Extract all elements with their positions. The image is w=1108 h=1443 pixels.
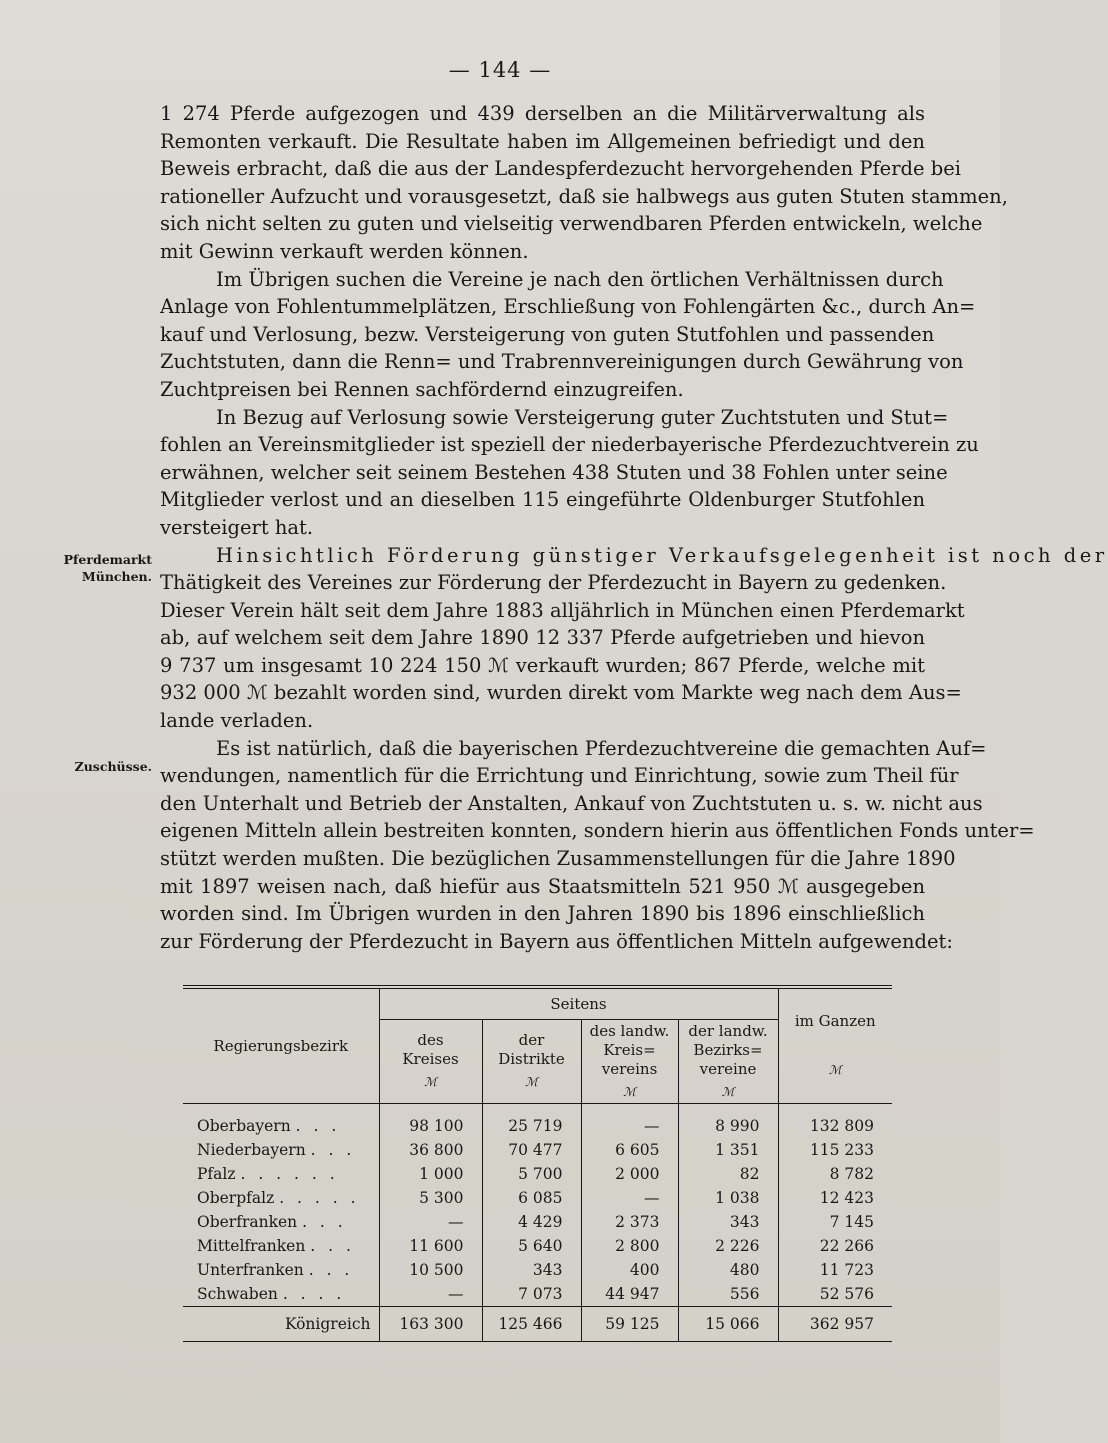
text-line: Es ist natürlich, daß die bayerischen Pferdezuchtvereine die gemachten Auf= xyxy=(216,736,987,760)
header-line: Kreises xyxy=(402,1050,459,1068)
header-unit: ℳ xyxy=(623,1084,636,1099)
row-region: Oberbayern xyxy=(197,1117,291,1135)
table-total-row xyxy=(183,1307,892,1342)
table-row xyxy=(183,1258,892,1282)
leader-dots: . . . . . xyxy=(279,1189,360,1207)
cell: 8 990 xyxy=(678,1114,778,1138)
header-line: des landw. xyxy=(589,1021,670,1040)
cell: 82 xyxy=(678,1162,778,1186)
text-line: Dieser Verein hält seit dem Jahre 1883 alljährlich in München einen Pferdemarkt xyxy=(160,598,965,622)
leader-dots: . . . xyxy=(310,1141,356,1159)
text-line: stützt werden mußten. Die bezüglichen Zusammenstellungen für die Jahre 1890 xyxy=(160,847,956,871)
cell: 70 477 xyxy=(482,1138,581,1162)
table-bottom-rule xyxy=(183,1341,892,1342)
text-line: ab, auf welchem seit dem Jahre 1890 12 337 Pferde aufgetrieben und hievon xyxy=(160,626,925,650)
header-line: Distrikte xyxy=(498,1050,565,1068)
cell: 5 640 xyxy=(482,1234,581,1258)
header-unit: ℳ xyxy=(424,1075,437,1089)
text-line: rationeller Aufzucht und vorausgesetzt, daß sie halbwegs aus guten Stuten stammen, xyxy=(160,184,1008,208)
header-unit: ℳ xyxy=(525,1075,538,1089)
header-col-bezirksvereine xyxy=(678,1020,778,1104)
table-grid xyxy=(183,989,892,1341)
text-line: versteigert hat. xyxy=(160,515,314,539)
text-line: den Unterhalt und Betrieb der Anstalten, Ankauf von Zuchtstuten u. s. w. nicht aus xyxy=(160,791,983,815)
header-line: des xyxy=(417,1031,444,1049)
text-line: Im Übrigen suchen die Vereine je nach den örtlichen Verhältnissen durch xyxy=(216,267,944,291)
margin-note-pferdemarkt xyxy=(48,551,152,585)
text-line: zur Förderung der Pferdezucht in Bayern aus öffentlichen Mitteln aufgewendet: xyxy=(160,929,953,953)
table-row xyxy=(183,1138,892,1162)
leader-dots: . . . xyxy=(302,1213,347,1231)
margin-note-zuschuesse: Zuschüsse. xyxy=(74,759,152,774)
page-number: — 144 — xyxy=(448,58,552,82)
text-line: 932 000 ℳ bezahlt worden sind, wurden direkt vom Markte weg nach dem Aus= xyxy=(160,681,962,705)
cell: 1 351 xyxy=(678,1138,778,1162)
table-row xyxy=(183,1210,892,1234)
cell: 556 xyxy=(678,1282,778,1307)
header-line: der xyxy=(518,1031,545,1049)
cell: 132 809 xyxy=(778,1114,892,1138)
cell: 2 226 xyxy=(678,1234,778,1258)
text-line: eigenen Mitteln allein bestreiten konnten, sondern hierin aus öffentlichen Fonds unter= xyxy=(160,819,1035,843)
cell: 22 266 xyxy=(778,1234,892,1258)
body-text xyxy=(160,100,1108,955)
cell: 11 723 xyxy=(778,1258,892,1282)
text-line: Hinsichtlich Förderung günstiger Verkaufsgelegenheit ist noch der xyxy=(216,543,1108,567)
cell: 1 000 xyxy=(379,1162,482,1186)
expenditure-table xyxy=(183,985,892,1342)
leader-dots: . . . xyxy=(295,1117,341,1135)
text-line: wendungen, namentlich für die Errichtung und Einrichtung, sowie zum Theil für xyxy=(160,764,959,788)
cell: 25 719 xyxy=(482,1114,581,1138)
total-cell: 125 466 xyxy=(482,1307,581,1342)
table-row xyxy=(183,1162,892,1186)
header-line: Bezirks= xyxy=(693,1040,763,1059)
cell: 115 233 xyxy=(778,1138,892,1162)
table-row xyxy=(183,1114,892,1138)
text-line: 9 737 um insgesamt 10 224 150 ℳ verkauft wurden; 867 Pferde, welche mit xyxy=(160,653,925,677)
cell: — xyxy=(379,1282,482,1307)
leader-dots: . . . . xyxy=(282,1285,346,1303)
leader-dots: . . . xyxy=(308,1261,354,1279)
text-line: Thätigkeit des Vereines zur Förderung der Pferdezucht in Bayern zu gedenken. xyxy=(160,571,947,595)
header-line: Kreis= xyxy=(603,1040,656,1059)
text-line: In Bezug auf Verlosung sowie Versteigerung guter Zuchtstuten und Stut= xyxy=(216,405,949,429)
total-cell: 15 066 xyxy=(678,1307,778,1342)
text-line: mit 1897 weisen nach, daß hiefür aus Staatsmitteln 521 950 ℳ ausgegeben xyxy=(160,874,925,898)
row-region: Oberfranken xyxy=(197,1213,298,1231)
cell: — xyxy=(379,1210,482,1234)
row-region: Pfalz xyxy=(197,1165,236,1183)
table-row xyxy=(183,1282,892,1307)
text-line: Mitglieder verlost und an dieselben 115 eingeführte Oldenburger Stutfohlen xyxy=(160,488,925,512)
header-col-kreis xyxy=(379,1020,482,1104)
header-total xyxy=(778,989,892,1104)
header-line: vereine xyxy=(699,1059,757,1078)
header-line: der landw. xyxy=(688,1021,768,1040)
cell: 98 100 xyxy=(379,1114,482,1138)
header-total-label: im Ganzen xyxy=(794,1012,876,1030)
margin-note-line: München. xyxy=(81,569,152,584)
row-region: Oberpfalz xyxy=(197,1189,275,1207)
cell: 2 800 xyxy=(581,1234,678,1258)
text-line: 1 274 Pferde aufgezogen und 439 derselben an die Militärverwaltung als xyxy=(160,102,925,125)
header-col-kreisverein xyxy=(581,1020,678,1104)
cell: 343 xyxy=(678,1210,778,1234)
header-total-unit: ℳ xyxy=(828,1063,842,1077)
cell: 4 429 xyxy=(482,1210,581,1234)
total-label: Königreich xyxy=(183,1307,379,1342)
text-line: sich nicht selten zu guten und vielseitig verwendbaren Pferden entwickeln, welche xyxy=(160,212,983,236)
text-line: mit Gewinn verkauft werden können. xyxy=(160,239,529,263)
cell: 343 xyxy=(482,1258,581,1282)
cell: 11 600 xyxy=(379,1234,482,1258)
text-line: erwähnen, welcher seit seinem Bestehen 438 Stuten und 38 Fohlen unter seine xyxy=(160,460,948,484)
text-line: kauf und Verlosung, bezw. Versteigerung von guten Stutfohlen und passenden xyxy=(160,322,935,346)
row-region: Schwaben xyxy=(197,1285,278,1303)
header-group-seitens: Seitens xyxy=(379,989,778,1020)
text-line: worden sind. Im Übrigen wurden in den Jahren 1890 bis 1896 einschließlich xyxy=(160,902,925,926)
total-cell: 362 957 xyxy=(778,1307,892,1342)
cell: 5 700 xyxy=(482,1162,581,1186)
cell: 10 500 xyxy=(379,1258,482,1282)
cell: — xyxy=(581,1186,678,1210)
text-line: Anlage von Fohlentummelplätzen, Erschließung von Fohlengärten &c., durch An= xyxy=(160,295,976,319)
cell: 1 038 xyxy=(678,1186,778,1210)
cell: 12 423 xyxy=(778,1186,892,1210)
header-line: vereins xyxy=(601,1059,658,1078)
total-cell: 59 125 xyxy=(581,1307,678,1342)
cell: 7 073 xyxy=(482,1282,581,1307)
cell: — xyxy=(581,1114,678,1138)
cell: 480 xyxy=(678,1258,778,1282)
table-row xyxy=(183,1186,892,1210)
cell: 2 373 xyxy=(581,1210,678,1234)
leader-dots: . . . xyxy=(310,1237,355,1255)
header-col-distrikte xyxy=(482,1020,581,1104)
cell: 52 576 xyxy=(778,1282,892,1307)
cell: 6 605 xyxy=(581,1138,678,1162)
margin-note-line: Pferdemarkt xyxy=(63,552,152,567)
cell: 2 000 xyxy=(581,1162,678,1186)
row-region: Unterfranken xyxy=(197,1261,304,1279)
cell: 5 300 xyxy=(379,1186,482,1210)
text-line: Zuchtpreisen bei Rennen sachfördernd einzugreifen. xyxy=(160,377,684,401)
total-cell: 163 300 xyxy=(379,1307,482,1342)
leader-dots: . . . . . . xyxy=(240,1165,339,1183)
cell: 36 800 xyxy=(379,1138,482,1162)
header-region: Regierungsbezirk xyxy=(213,1036,349,1055)
text-line: lande verladen. xyxy=(160,709,314,733)
text-line: fohlen an Vereinsmitglieder ist speziell der niederbayerische Pferdezuchtverein zu xyxy=(160,433,979,457)
text-line: Beweis erbracht, daß die aus der Landespferdezucht hervorgehenden Pferde bei xyxy=(160,157,962,181)
cell: 7 145 xyxy=(778,1210,892,1234)
text-line: Remonten verkauft. Die Resultate haben im Allgemeinen befriedigt und den xyxy=(160,129,925,153)
cell: 6 085 xyxy=(482,1186,581,1210)
cell: 400 xyxy=(581,1258,678,1282)
header-unit: ℳ xyxy=(721,1084,735,1099)
cell: 44 947 xyxy=(581,1282,678,1307)
text-line: Zuchtstuten, dann die Renn= und Trabrennvereinigungen durch Gewährung von xyxy=(160,350,964,374)
table-row xyxy=(183,1234,892,1258)
row-region: Niederbayern xyxy=(197,1141,306,1159)
cell: 8 782 xyxy=(778,1162,892,1186)
row-region: Mittelfranken xyxy=(197,1237,306,1255)
